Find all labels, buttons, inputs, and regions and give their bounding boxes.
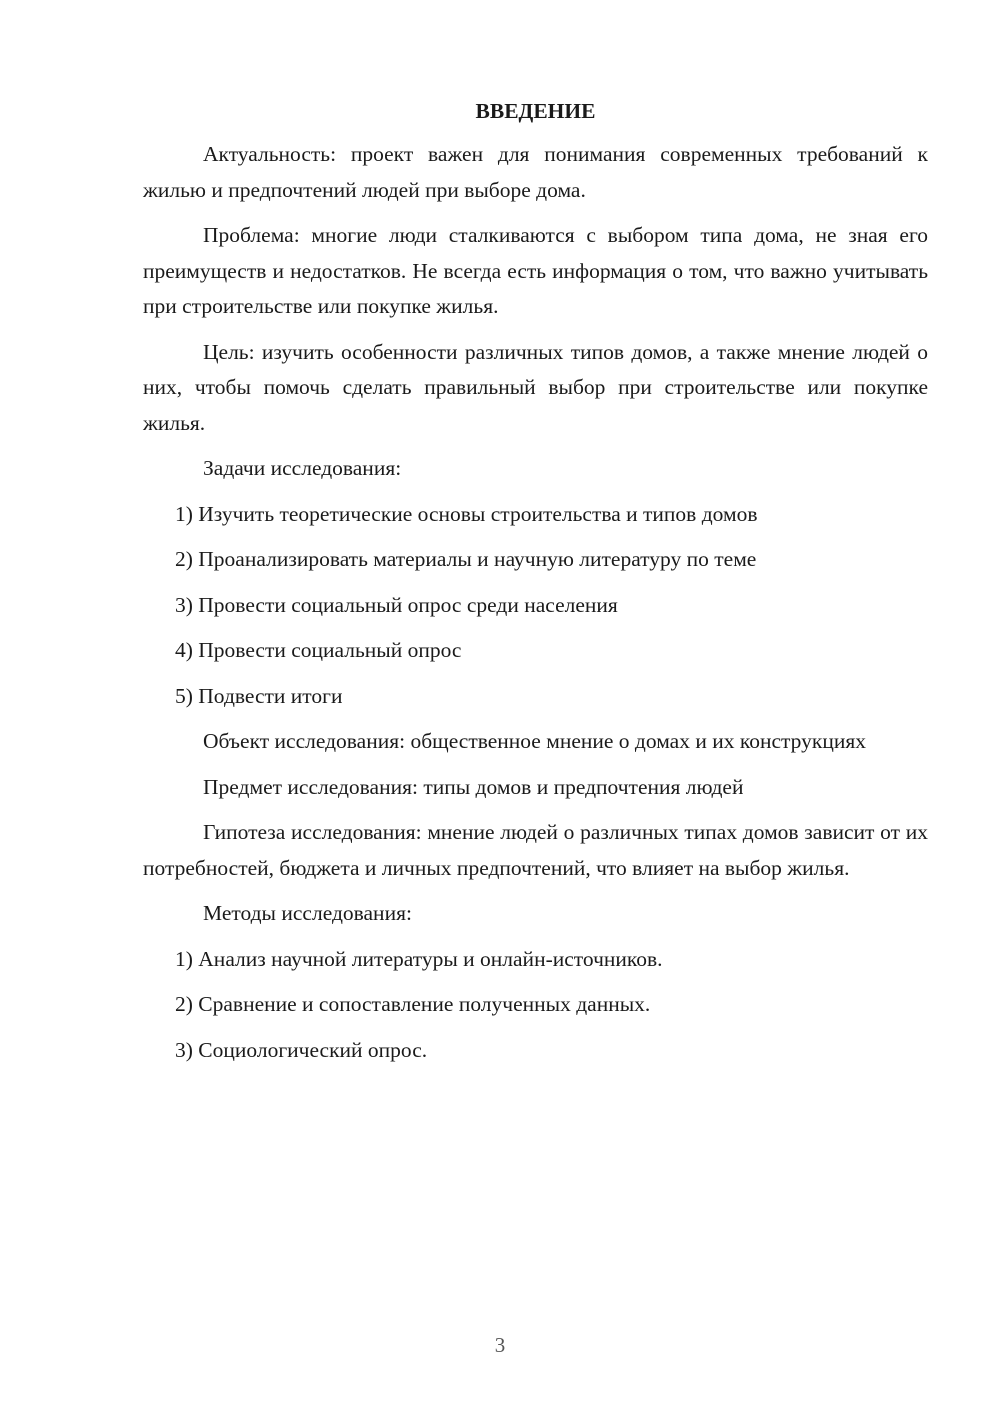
relevance-paragraph: Актуальность: проект важен для понимания современных требований к жилью и предпочтений людей при выборе дома. <box>143 142 928 202</box>
task-item-3: 3) Провести социальный опрос среди населения <box>175 592 618 617</box>
research-subject-paragraph: Предмет исследования: типы домов и предпочтения людей <box>203 774 744 799</box>
page-content <box>143 95 928 1078</box>
problem-paragraph: Проблема: многие люди сталкиваются с выбором типа дома, не зная его преимуществ и недостатков. Не всегда есть информация о том, что важно учитывать при строительстве или покупке жилья. <box>143 223 928 318</box>
method-item-2: 2) Сравнение и сопоставление полученных данных. <box>175 992 651 1016</box>
methods-heading: Методы исследования: <box>203 901 412 925</box>
task-item-1: 1) Изучить теоретические основы строительства и типов домов <box>175 501 758 526</box>
goal-paragraph: Цель: изучить особенности различных типов домов, а также мнение людей о них, чтобы помочь сделать правильный выбор при строительстве или покупке жилья. <box>143 339 928 435</box>
task-item-5: 5) Подвести итоги <box>175 683 343 708</box>
method-item-1: 1) Анализ научной литературы и онлайн-источников. <box>175 946 663 971</box>
tasks-list <box>143 497 928 715</box>
hypothesis-paragraph: Гипотеза исследования: мнение людей о различных типах домов зависит от их потребностей, бюджета и личных предпочтений, что влияет на выбор жилья. <box>143 820 928 880</box>
method-item-3: 3) Социологический опрос. <box>175 1037 428 1062</box>
section-title: ВВЕДЕНИЕ <box>475 99 596 123</box>
research-object-paragraph: Объект исследования: общественное мнение о домах и их конструкциях <box>203 729 866 753</box>
page-number: 3 <box>494 1333 506 1357</box>
tasks-heading: Задачи исследования: <box>203 456 402 480</box>
task-item-4: 4) Провести социальный опрос <box>175 638 462 662</box>
methods-list <box>143 942 928 1069</box>
task-item-2: 2) Проанализировать материалы и научную литературу по теме <box>175 547 757 571</box>
